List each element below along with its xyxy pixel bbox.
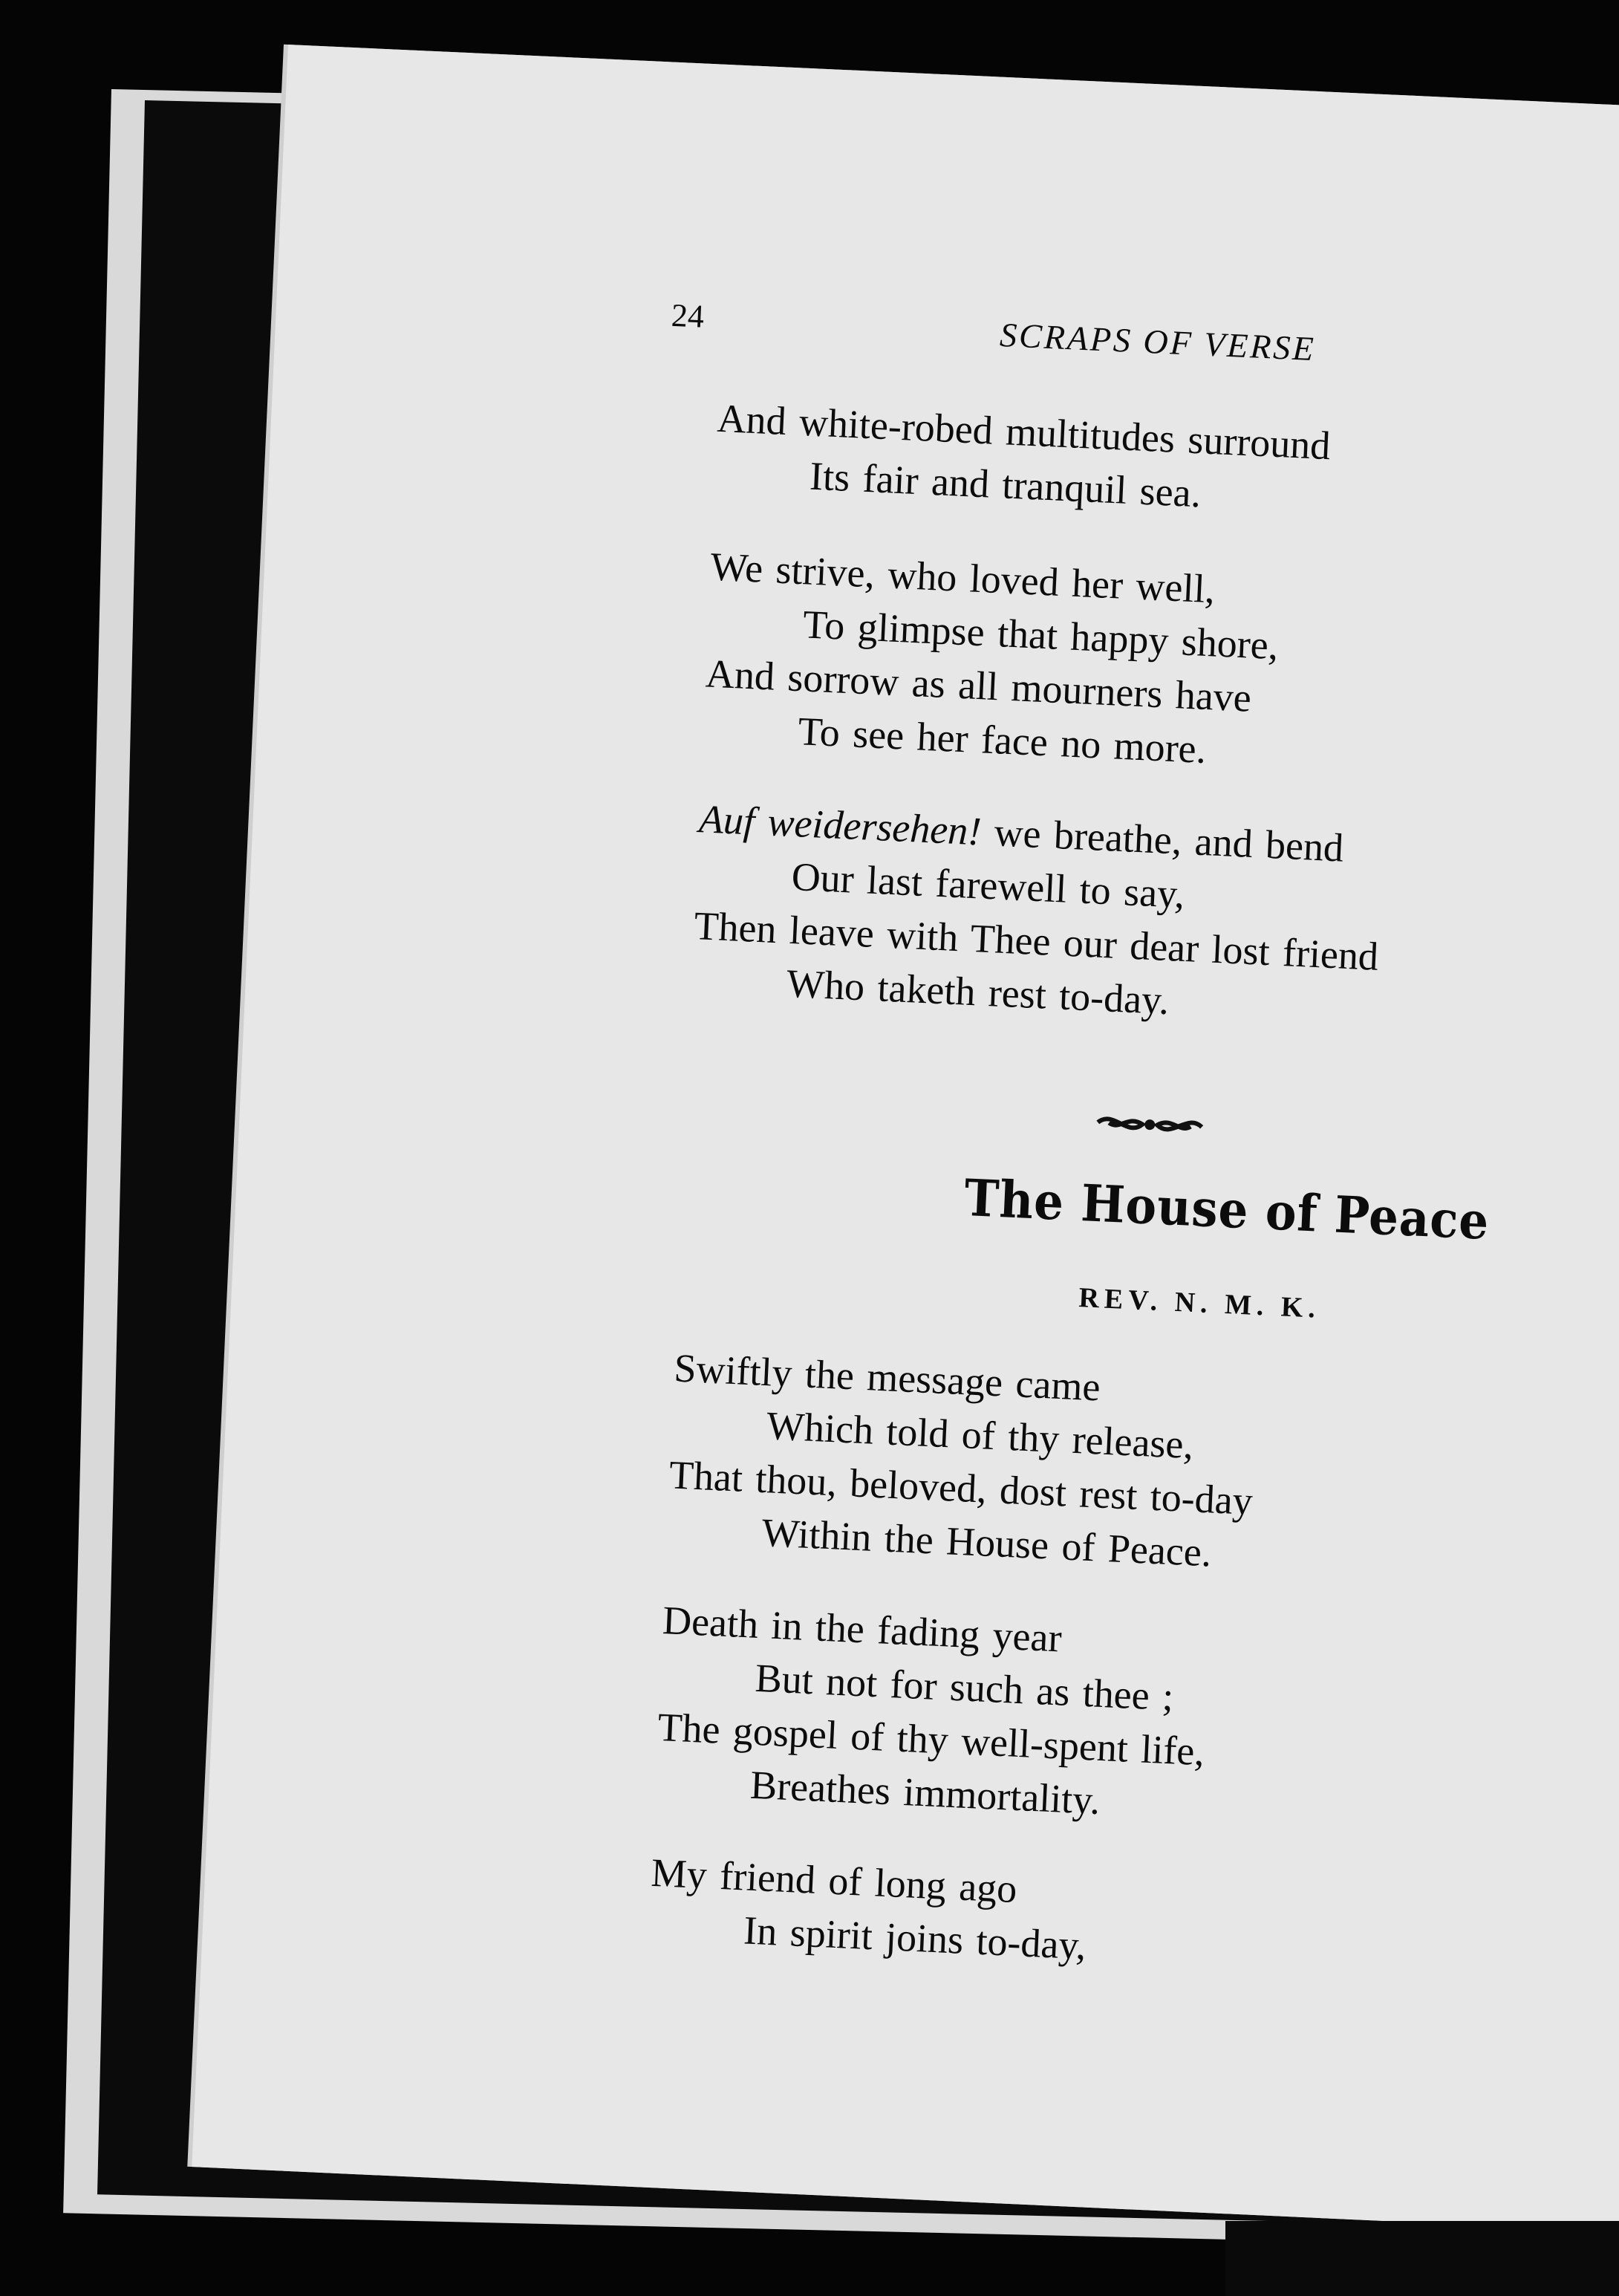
verse-line: To see her face no more. <box>797 709 1208 773</box>
verse-line: But not for such as thee ; <box>754 1655 1175 1720</box>
book-page <box>192 45 1619 2234</box>
stanza-6 <box>648 1846 1619 1998</box>
verse-line: In spirit joins to-day, <box>743 1908 1087 1968</box>
verse-line: My friend of long ago <box>650 1850 1018 1912</box>
verse-line: Our last farewell to say, <box>790 853 1186 917</box>
verse-line: Then leave with Thee our dear lost friend <box>693 903 1380 979</box>
stanza-5 <box>654 1593 1619 1853</box>
scan-shadow <box>1225 2221 1619 2296</box>
stanza-1 <box>714 391 1619 544</box>
italic-phrase: Auf weidersehen! <box>697 796 983 854</box>
verse-line: And sorrow as all mourners have <box>704 651 1253 721</box>
verse-line: Death in the fading year <box>661 1598 1063 1661</box>
verse-line: Swiftly the message came <box>673 1345 1101 1410</box>
verse-text: we breathe, and bend <box>980 809 1345 871</box>
verse-line: And white-robed multitudes surround <box>716 395 1332 469</box>
page-number: 24 <box>670 296 706 335</box>
stanza-2 <box>702 540 1619 799</box>
fleuron-icon <box>1089 1108 1210 1142</box>
verse-line: To glimpse that happy shore, <box>801 602 1280 669</box>
verse-line: That thou, beloved, dost rest to-day <box>668 1452 1254 1523</box>
poem-title: The House of Peace <box>962 1168 1491 1252</box>
stanza-4 <box>665 1341 1619 1600</box>
verse-line: Who taketh rest to-day. <box>786 960 1170 1024</box>
verse-line: We strive, who loved her well, <box>709 544 1216 612</box>
verse-line: Breathes immortality. <box>749 1762 1101 1823</box>
verse-line: Its fair and tranquil sea. <box>809 453 1202 516</box>
verse-line: Within the House of Peace. <box>760 1510 1213 1575</box>
page-content <box>192 45 1619 2234</box>
stanza-3 <box>691 792 1619 1051</box>
poem-author: REV. N. M. K. <box>1078 1282 1321 1324</box>
verse-line: Which told of thy release, <box>765 1403 1195 1468</box>
verse-line: The gospel of thy well-spent life, <box>657 1704 1206 1775</box>
running-head: SCRAPS OF VERSE <box>999 315 1317 368</box>
